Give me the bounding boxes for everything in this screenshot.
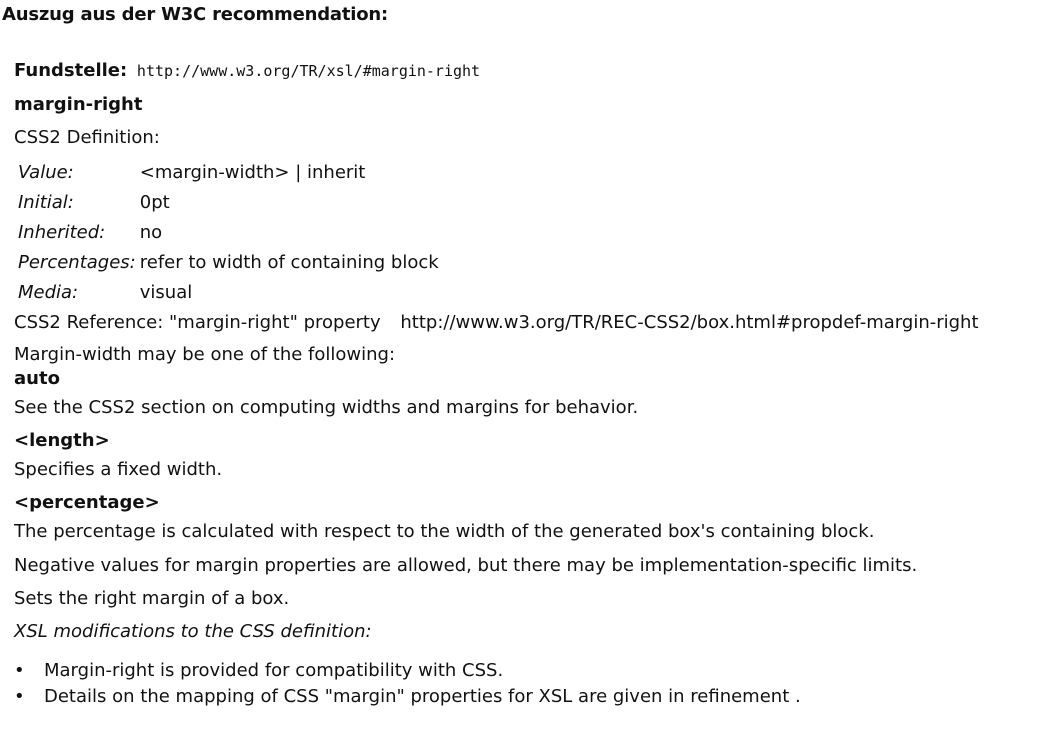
definition-table — [16, 158, 441, 308]
reference-label: CSS2 Reference: "margin-right" property — [14, 312, 381, 333]
definition-key: Value: — [18, 162, 74, 183]
source-line — [14, 58, 1050, 84]
bullet-icon: • — [14, 660, 25, 681]
definition-value: refer to width of containing block — [139, 252, 439, 273]
term-length: <length> — [14, 430, 110, 451]
definition-key: Percentages: — [18, 252, 136, 273]
bullet-icon: • — [14, 686, 25, 707]
definition-row-inherited — [16, 218, 441, 248]
page-heading: Auszug aus der W3C recommendation: — [2, 4, 388, 25]
definition-heading: CSS2 Definition: — [14, 127, 160, 148]
definition-value: 0pt — [139, 192, 170, 213]
summary-text: Sets the right margin of a box. — [14, 588, 290, 609]
definition-key: Initial: — [18, 192, 74, 213]
list-item — [14, 658, 1050, 684]
term-auto: auto — [14, 368, 60, 389]
property-name: margin-right — [14, 94, 143, 115]
list-item — [14, 684, 1050, 710]
negative-values-note: Negative values for margin properties are allowed, but there may be implementation-specific limits. — [14, 555, 918, 576]
term-auto-description: See the CSS2 section on computing widths and margins for behavior. — [14, 397, 639, 418]
definition-value: no — [139, 222, 163, 243]
list-item-text: Details on the mapping of CSS "margin" properties for XSL are given in refinement . — [44, 686, 801, 707]
xsl-notes-list — [14, 658, 1050, 710]
term-length-description: Specifies a fixed width. — [14, 459, 223, 480]
content — [14, 58, 1050, 710]
term-percentage-description: The percentage is calculated with respect to the width of the generated box's containing block. — [14, 521, 875, 542]
definition-row-value — [16, 158, 441, 188]
definition-key: Inherited: — [18, 222, 106, 243]
term-percentage: <percentage> — [14, 492, 160, 513]
definition-value: visual — [139, 282, 193, 303]
definition-key: Media: — [18, 282, 79, 303]
source-url[interactable]: http://www.w3.org/TR/xsl/#margin-right — [136, 62, 481, 80]
definition-row-initial — [16, 188, 441, 218]
definition-row-media — [16, 278, 441, 308]
source-label: Fundstelle: — [14, 60, 128, 81]
definition-value: <margin-width> | inherit — [139, 162, 366, 183]
xsl-modifications-heading: XSL modifications to the CSS definition: — [14, 621, 372, 642]
definition-row-percentages — [16, 248, 441, 278]
list-item-text: Margin-right is provided for compatibility with CSS. — [44, 660, 504, 681]
css2-reference — [14, 311, 1050, 335]
reference-url[interactable]: http://www.w3.org/TR/REC-CSS2/box.html#propdef-margin-right — [400, 312, 979, 333]
margin-width-intro: Margin-width may be one of the following: — [14, 344, 396, 365]
